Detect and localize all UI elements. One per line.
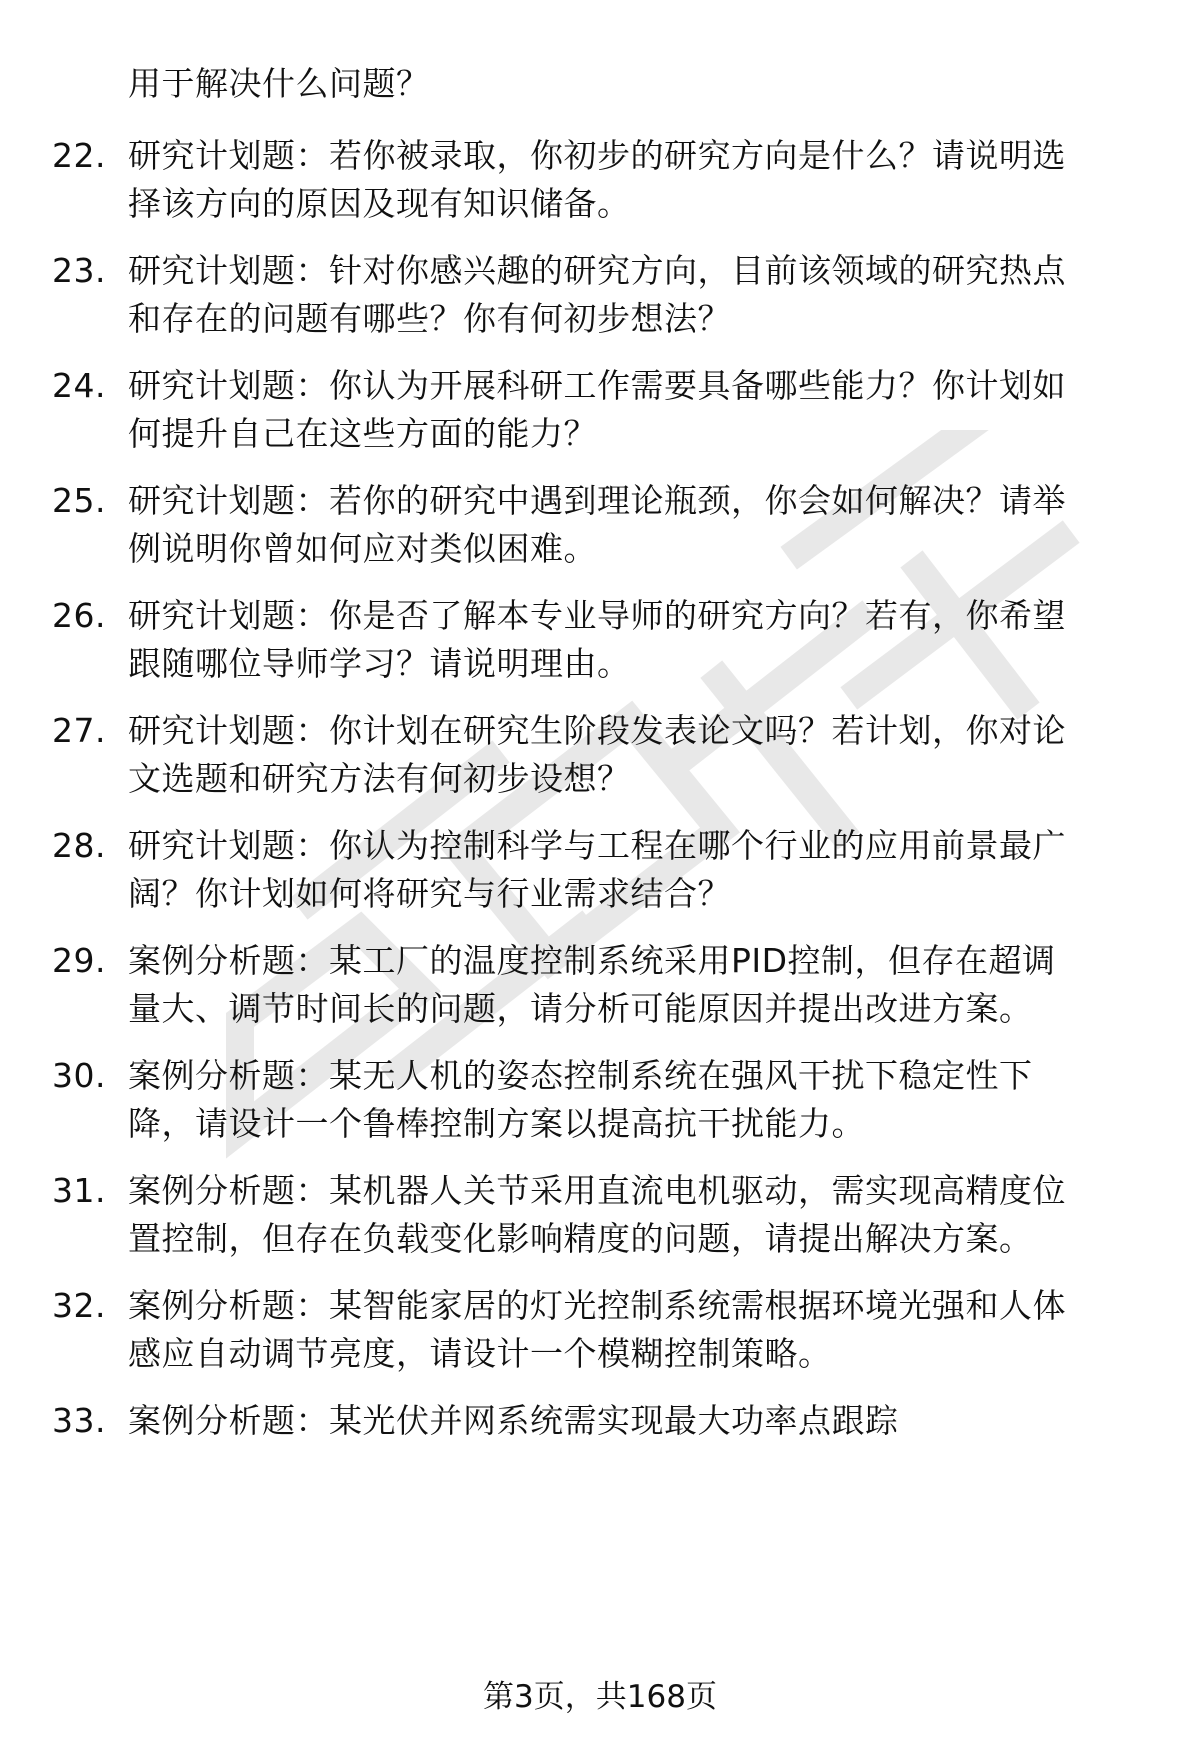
page-footer: 第3页，共168页 xyxy=(483,1679,717,1715)
question-line: 案例分析题：某机器人关节采用直流电机驱动，需实现高精度位 xyxy=(128,1171,1066,1210)
question-number: 31. xyxy=(52,1171,106,1210)
question-line: 案例分析题：某无人机的姿态控制系统在强风干扰下稳定性下 xyxy=(128,1056,1033,1095)
question-line: 研究计划题：若你被录取，你初步的研究方向是什么？请说明选 xyxy=(128,136,1066,175)
question-number: 22. xyxy=(52,136,106,175)
question-number: 29. xyxy=(52,941,106,980)
question-line: 跟随哪位导师学习？请说明理由。 xyxy=(128,644,631,683)
question-number: 25. xyxy=(52,481,106,520)
question-line: 研究计划题：你认为开展科研工作需要具备哪些能力？你计划如 xyxy=(128,366,1066,405)
question-line: 和存在的问题有哪些？你有何初步想法？ xyxy=(128,299,731,338)
question-number: 30. xyxy=(52,1056,106,1095)
question-line: 研究计划题：你认为控制科学与工程在哪个行业的应用前景最广 xyxy=(128,826,1066,865)
question-number: 33. xyxy=(52,1401,106,1440)
question-number: 24. xyxy=(52,366,106,405)
question-line: 研究计划题：针对你感兴趣的研究方向，目前该领域的研究热点 xyxy=(128,251,1066,290)
question-line: 置控制，但存在负载变化影响精度的问题，请提出解决方案。 xyxy=(128,1219,1033,1258)
question-number: 26. xyxy=(52,596,106,635)
question-line: 研究计划题：你计划在研究生阶段发表论文吗？若计划，你对论 xyxy=(128,711,1066,750)
question-line: 择该方向的原因及现有知识储备。 xyxy=(128,184,631,223)
question-number: 32. xyxy=(52,1286,106,1325)
question-line: 研究计划题：你是否了解本专业导师的研究方向？若有，你希望 xyxy=(128,596,1066,635)
question-line: 降，请设计一个鲁棒控制方案以提高抗干扰能力。 xyxy=(128,1104,865,1143)
continuation-text: 用于解决什么问题？ xyxy=(128,64,430,103)
question-number: 27. xyxy=(52,711,106,750)
question-line: 例说明你曾如何应对类似困难。 xyxy=(128,529,597,568)
question-line: 何提升自己在这些方面的能力？ xyxy=(128,414,597,453)
question-line: 研究计划题：若你的研究中遇到理论瓶颈，你会如何解决？请举 xyxy=(128,481,1066,520)
question-line: 阔？你计划如何将研究与行业需求结合？ xyxy=(128,874,731,913)
question-line: 案例分析题：某智能家居的灯光控制系统需根据环境光强和人体 xyxy=(128,1286,1066,1325)
question-number: 23. xyxy=(52,251,106,290)
question-line: 感应自动调节亮度，请设计一个模糊控制策略。 xyxy=(128,1334,832,1373)
question-number: 28. xyxy=(52,826,106,865)
question-line: 案例分析题：某光伏并网系统需实现最大功率点跟踪 xyxy=(128,1401,899,1440)
question-line: 案例分析题：某工厂的温度控制系统采用PID控制，但存在超调 xyxy=(128,941,1056,980)
question-line: 量大、调节时间长的问题，请分析可能原因并提出改进方案。 xyxy=(128,989,1033,1028)
question-line: 文选题和研究方法有何初步设想？ xyxy=(128,759,631,798)
